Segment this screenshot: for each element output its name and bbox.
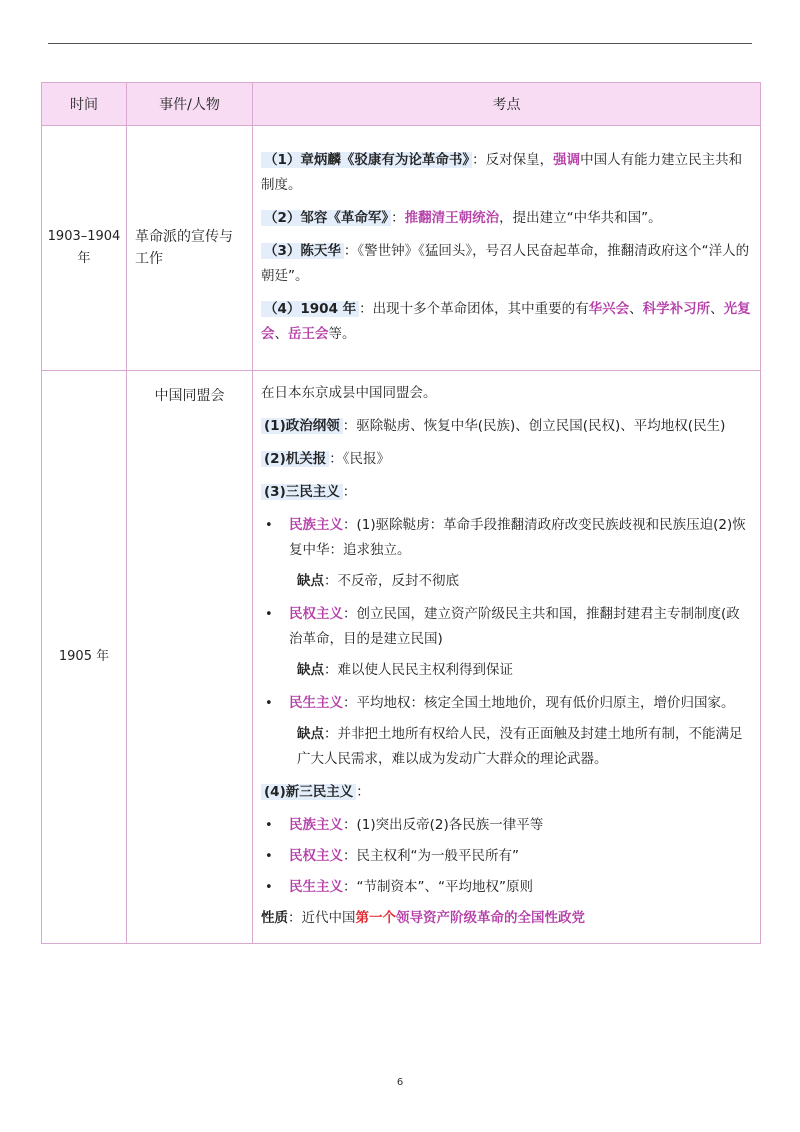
bullet-item [261, 813, 752, 838]
point-keyword: 光复会 [261, 300, 751, 342]
defect-text: ：难以使人民民主权利得到保证 [324, 662, 513, 678]
bullet-item [261, 691, 752, 716]
point-item [261, 297, 752, 347]
bullet-tag: 民权主义 [289, 606, 343, 622]
header-time: 时间 [42, 83, 127, 126]
bullet-tag: 民族主义 [289, 517, 343, 533]
top-rule [48, 43, 752, 44]
point-text: ： [342, 484, 357, 500]
point-text: ：《警世钟》《猛回头》，号召人民奋起革命，推翻清政府这个“洋人的朝廷”。 [261, 242, 750, 284]
point-item [261, 206, 752, 231]
point-tag: (3)三民主义 [261, 484, 343, 500]
bullet-item [261, 602, 752, 652]
point-keyword: 岳王会 [288, 325, 329, 342]
bullet-text: ：民主权利“为一般平民所有” [343, 848, 519, 864]
bullet-icon: • [265, 518, 273, 533]
point-text: ：驱除鞑虏、恢复中华(民族)、创立民国(民权)、平均地权(民生) [342, 418, 726, 434]
defect-tag: 缺点 [297, 726, 324, 742]
defect-note [261, 658, 752, 683]
point-text: 等。 [328, 325, 356, 342]
nature-line [261, 906, 752, 931]
point-tag: (1)政治纲领 [261, 418, 343, 434]
bullet-tag: 民权主义 [289, 848, 343, 864]
point-text: 、 [274, 325, 288, 342]
point-item [261, 780, 752, 805]
defect-note [261, 722, 752, 772]
bullet-text: ：(1)驱除鞑虏：革命手段推翻清政府改变民族歧视和民族压迫(2)恢复中华：追求独立。 [289, 517, 746, 558]
point-text: 中国人有能力建立民主共和制度。 [261, 151, 743, 193]
bullet-item [261, 875, 752, 900]
bullet-icon: • [265, 880, 273, 895]
table-row [42, 371, 761, 944]
point-text: ： [356, 784, 370, 800]
nature-keyword: 第一个 [355, 910, 396, 926]
point-tag: （3）陈天华 [261, 243, 344, 259]
point-tag: （2）邹容《革命军》 [261, 210, 391, 226]
row-event: 中国同盟会 [127, 371, 253, 944]
point-keyword: 华兴会 [588, 300, 630, 317]
point-keyword: 强调 [553, 151, 581, 168]
bullet-icon: • [265, 696, 273, 711]
defect-note [261, 569, 752, 594]
point-item [261, 148, 752, 198]
nature-text: ：近代中国 [288, 910, 356, 926]
page-number: 6 [396, 1077, 404, 1088]
row-time: 1905 年 [42, 371, 127, 944]
point-text: ，提出建立“中华共和国”。 [499, 209, 662, 226]
point-tag: (4)新三民主义 [261, 784, 356, 800]
defect-text: ：不反帝，反封不彻底 [324, 573, 459, 589]
point-text: 、 [629, 300, 643, 317]
point-text: ：反对保皇， [472, 151, 554, 168]
nature-tag: 性质 [261, 910, 288, 926]
nature-keyword: 领导资产阶级革命的全国性政党 [396, 910, 585, 926]
point-tag: （1）章炳麟《驳康有为论革命书》 [261, 152, 472, 168]
point-text: ： [391, 209, 405, 226]
bullet-text: ：平均地权：核定全国土地地价，现有低价归原主，增价归国家。 [343, 695, 735, 711]
bullet-text: ：(1)突出反帝(2)各民族一律平等 [343, 817, 544, 833]
table-row [42, 126, 761, 371]
bullet-icon: • [265, 607, 273, 622]
defect-tag: 缺点 [297, 573, 324, 589]
point-tag: （4）1904 年 [261, 301, 359, 317]
point-text: ：《民报》 [329, 451, 390, 467]
header-event: 事件/人物 [127, 83, 253, 126]
defect-tag: 缺点 [297, 662, 324, 678]
point-item [261, 414, 752, 439]
point-keyword: 科学补习所 [642, 300, 711, 317]
bullet-icon: • [265, 849, 273, 864]
bullet-item [261, 513, 752, 563]
row-event: 革命派的宣传与工作 [127, 126, 253, 371]
row-points [253, 126, 761, 371]
bullet-tag: 民生主义 [289, 695, 343, 711]
point-text: 、 [710, 300, 724, 317]
defect-text: ：并非把土地所有权给人民，没有正面触及封建土地所有制，不能满足广大人民需求，难以成为发动广大群众的理论武器。 [297, 726, 743, 767]
point-text: ：出现十多个革命团体，其中重要的有 [359, 300, 589, 317]
point-item [261, 480, 752, 505]
point-intro: 在日本东京成昙中国同盟会。 [261, 385, 437, 401]
bullet-icon: • [265, 818, 273, 833]
point-tag: (2)机关报 [261, 451, 329, 467]
header-points: 考点 [253, 83, 761, 126]
bullet-tag: 民族主义 [289, 817, 343, 833]
point-keyword: 推翻清王朝统治 [404, 209, 500, 226]
row-points [253, 371, 761, 944]
bullet-text: ：“节制资本”、“平均地权”原则 [343, 879, 533, 895]
table-header-row [42, 83, 761, 126]
point-item [261, 239, 752, 289]
bullet-tag: 民生主义 [289, 879, 343, 895]
bullet-text: ：创立民国，建立资产阶级民主共和国，推翻封建君主专制制度(政治革命，目的是建立民国) [289, 606, 740, 647]
bullet-item [261, 844, 752, 869]
history-table [41, 82, 761, 944]
row-time: 1903–1904 年 [42, 126, 127, 371]
point-item [261, 447, 752, 472]
